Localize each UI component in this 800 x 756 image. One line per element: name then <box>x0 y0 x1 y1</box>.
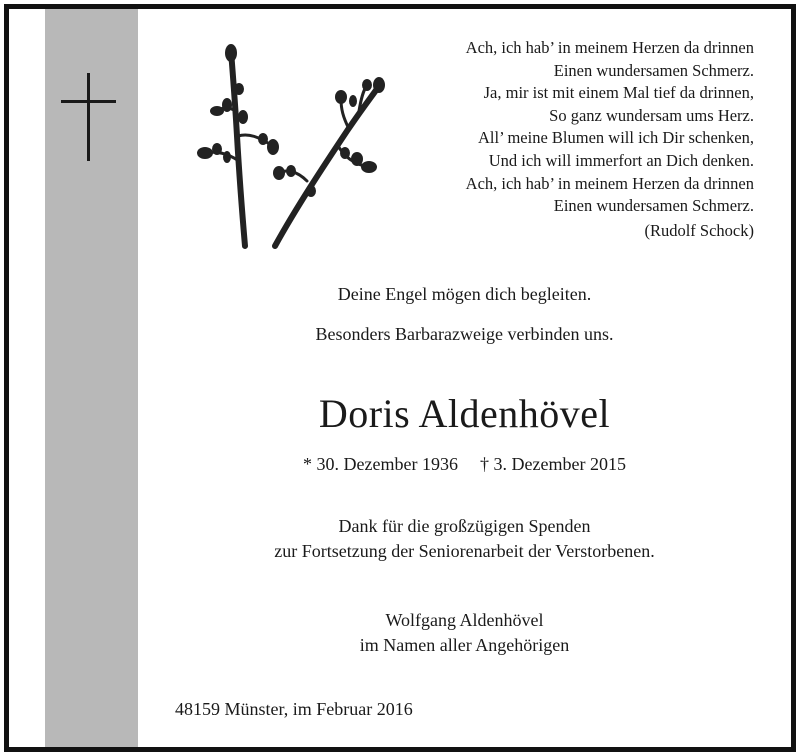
poem-line: Ach, ich hab’ in meinem Herzen da drinnen <box>465 173 754 193</box>
deceased-name: Doris Aldenhövel <box>318 391 611 436</box>
poem <box>466 37 754 242</box>
barbara-sentence: Besonders Barbarazweige verbinden uns. <box>315 324 614 344</box>
poem-line: Und ich will immerfort an Dich denken. <box>488 150 754 170</box>
death-date: † 3. Dezember 2015 <box>480 454 626 474</box>
side-stripe <box>45 9 138 747</box>
birth-date: * 30. Dezember 1936 <box>303 454 458 474</box>
cross-icon <box>61 73 117 163</box>
thanks-line: zur Fortsetzung der Seniorenarbeit der Verstorbenen. <box>274 541 655 561</box>
poem-line: Ach, ich hab’ in meinem Herzen da drinnen <box>465 38 754 57</box>
signer-note: im Namen aller Angehörigen <box>359 635 570 655</box>
signature-block <box>138 608 791 658</box>
thanks-line: Dank für die großzügigen Spenden <box>338 516 591 536</box>
poem-line: Einen wundersamen Schmerz. <box>553 60 754 80</box>
angels-sentence: Deine Engel mögen dich begleiten. <box>337 284 592 304</box>
obituary-notice <box>4 4 796 752</box>
barbara-branch-illustration <box>187 41 387 251</box>
life-dates <box>138 454 791 475</box>
place-date: 48159 Münster, im Februar 2016 <box>175 699 413 719</box>
poem-line: All’ meine Blumen will ich Dir schenken, <box>477 128 754 148</box>
poem-author: (Rudolf Schock) <box>644 220 754 240</box>
poem-line: Einen wundersamen Schmerz. <box>553 196 754 216</box>
donation-thanks <box>138 514 791 564</box>
signer-name: Wolfgang Aldenhövel <box>385 610 544 630</box>
poem-line: Ja, mir ist mit einem Mal tief da drinnen, <box>483 83 754 103</box>
poem-line: So ganz wundersam ums Herz. <box>549 105 754 125</box>
